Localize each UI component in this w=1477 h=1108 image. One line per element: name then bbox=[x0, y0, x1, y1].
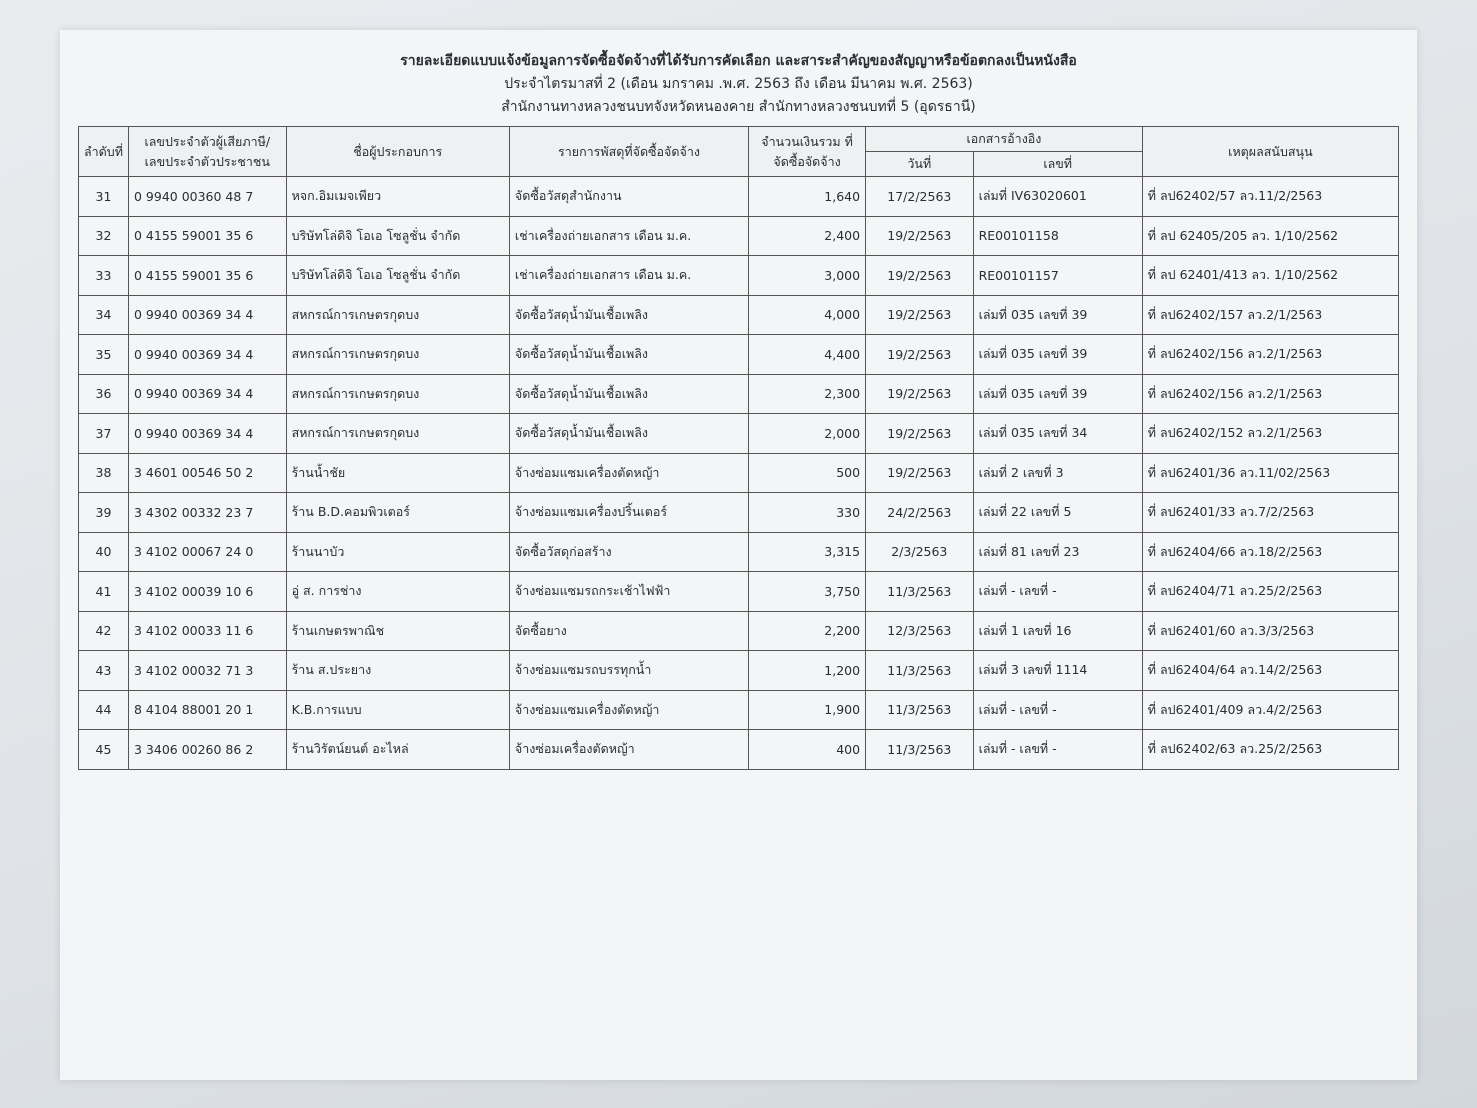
cell-taxid: 3 3406 00260 86 2 bbox=[128, 730, 286, 770]
cell-taxid: 0 9940 00369 34 4 bbox=[128, 335, 286, 375]
cell-reason: ที่ ลป62401/36 ลว.11/02/2563 bbox=[1142, 453, 1398, 493]
cell-number: เล่มที่ 035 เลขที่ 39 bbox=[973, 374, 1142, 414]
cell-number: เล่มที่ 22 เลขที่ 5 bbox=[973, 493, 1142, 533]
cell-vendor: K.B.การแบบ bbox=[286, 690, 509, 730]
col-vendor: ชื่อผู้ประกอบการ bbox=[286, 127, 509, 177]
cell-no: 45 bbox=[79, 730, 129, 770]
table-row bbox=[79, 651, 1399, 691]
cell-number: RE00101158 bbox=[973, 216, 1142, 256]
table-row bbox=[79, 216, 1399, 256]
cell-item: จ้างซ่อมแซมรถบรรทุกน้ำ bbox=[509, 651, 748, 691]
cell-item: จ้างซ่อมแซมเครื่องปริ้นเตอร์ bbox=[509, 493, 748, 533]
cell-reason: ที่ ลป62404/66 ลว.18/2/2563 bbox=[1142, 532, 1398, 572]
cell-no: 42 bbox=[79, 611, 129, 651]
heading-period: ประจำไตรมาสที่ 2 (เดือน มกราคม .พ.ศ. 2563 ถึง เดือน มีนาคม พ.ศ. 2563) bbox=[504, 76, 973, 92]
cell-reason: ที่ ลป62402/157 ลว.2/1/2563 bbox=[1142, 295, 1398, 335]
cell-reason: ที่ ลป62401/60 ลว.3/3/2563 bbox=[1142, 611, 1398, 651]
cell-item: จัดซื้อวัสดุน้ำมันเชื้อเพลิง bbox=[509, 295, 748, 335]
cell-no: 40 bbox=[79, 532, 129, 572]
cell-date: 2/3/2563 bbox=[866, 532, 974, 572]
col-ref-date: วันที่ bbox=[866, 152, 974, 177]
cell-date: 11/3/2563 bbox=[866, 651, 974, 691]
cell-item: จัดซื้อวัสดุน้ำมันเชื้อเพลิง bbox=[509, 374, 748, 414]
cell-taxid: 3 4102 00032 71 3 bbox=[128, 651, 286, 691]
cell-item: จัดซื้อวัสดุสำนักงาน bbox=[509, 177, 748, 217]
cell-taxid: 0 4155 59001 35 6 bbox=[128, 216, 286, 256]
cell-vendor: หจก.อิมเมจเพียว bbox=[286, 177, 509, 217]
cell-reason: ที่ ลป62402/156 ลว.2/1/2563 bbox=[1142, 374, 1398, 414]
cell-reason: ที่ ลป62402/152 ลว.2/1/2563 bbox=[1142, 414, 1398, 454]
cell-no: 34 bbox=[79, 295, 129, 335]
cell-item: จ้างซ่อมแซมรถกระเช้าไฟฟ้า bbox=[509, 572, 748, 612]
col-amount: จำนวนเงินรวม ที่จัดซื้อจัดจ้าง bbox=[749, 127, 866, 177]
cell-no: 35 bbox=[79, 335, 129, 375]
col-item: รายการพัสดุที่จัดซื้อจัดจ้าง bbox=[509, 127, 748, 177]
cell-item: เช่าเครื่องถ่ายเอกสาร เดือน ม.ค. bbox=[509, 216, 748, 256]
cell-taxid: 0 9940 00369 34 4 bbox=[128, 374, 286, 414]
cell-taxid: 0 9940 00369 34 4 bbox=[128, 295, 286, 335]
cell-amount: 3,315 bbox=[749, 532, 866, 572]
cell-date: 19/2/2563 bbox=[866, 256, 974, 296]
cell-item: จ้างซ่อมแซมเครื่องตัดหญ้า bbox=[509, 453, 748, 493]
cell-amount: 2,300 bbox=[749, 374, 866, 414]
cell-number: เล่มที่ 81 เลขที่ 23 bbox=[973, 532, 1142, 572]
cell-amount: 4,000 bbox=[749, 295, 866, 335]
cell-amount: 500 bbox=[749, 453, 866, 493]
cell-reason: ที่ ลป62404/71 ลว.25/2/2563 bbox=[1142, 572, 1398, 612]
cell-reason: ที่ ลป62402/63 ลว.25/2/2563 bbox=[1142, 730, 1398, 770]
cell-vendor: ร้านน้ำชัย bbox=[286, 453, 509, 493]
table-row bbox=[79, 374, 1399, 414]
cell-vendor: สหกรณ์การเกษตรกุดบง bbox=[286, 335, 509, 375]
cell-date: 19/2/2563 bbox=[866, 374, 974, 414]
document-heading bbox=[60, 50, 1417, 119]
cell-no: 41 bbox=[79, 572, 129, 612]
table-row bbox=[79, 532, 1399, 572]
cell-date: 11/3/2563 bbox=[866, 572, 974, 612]
cell-no: 36 bbox=[79, 374, 129, 414]
col-ref-group: เอกสารอ้างอิง bbox=[866, 127, 1143, 152]
cell-taxid: 3 4102 00039 10 6 bbox=[128, 572, 286, 612]
table-row bbox=[79, 177, 1399, 217]
heading-office: สำนักงานทางหลวงชนบทจังหวัดหนองคาย สำนักทางหลวงชนบทที่ 5 (อุดรธานี) bbox=[501, 99, 976, 115]
cell-no: 31 bbox=[79, 177, 129, 217]
cell-taxid: 3 4102 00067 24 0 bbox=[128, 532, 286, 572]
cell-vendor: บริษัทโล่ดิจิ โอเอ โซลูชั่น จำกัด bbox=[286, 256, 509, 296]
cell-item: จัดซื้อวัสดุน้ำมันเชื้อเพลิง bbox=[509, 414, 748, 454]
cell-number: เล่มที่ - เลขที่ - bbox=[973, 690, 1142, 730]
cell-vendor: ร้านเกษตรพาณิช bbox=[286, 611, 509, 651]
table-row bbox=[79, 256, 1399, 296]
cell-no: 37 bbox=[79, 414, 129, 454]
cell-vendor: สหกรณ์การเกษตรกุดบง bbox=[286, 295, 509, 335]
cell-vendor: ร้าน ส.ประยาง bbox=[286, 651, 509, 691]
cell-amount: 2,400 bbox=[749, 216, 866, 256]
cell-amount: 1,640 bbox=[749, 177, 866, 217]
cell-no: 33 bbox=[79, 256, 129, 296]
cell-date: 19/2/2563 bbox=[866, 335, 974, 375]
cell-reason: ที่ ลป62401/409 ลว.4/2/2563 bbox=[1142, 690, 1398, 730]
cell-item: จัดซื้อวัสดุน้ำมันเชื้อเพลิง bbox=[509, 335, 748, 375]
cell-no: 32 bbox=[79, 216, 129, 256]
cell-vendor: ร้านวิรัตน์ยนต์ อะไหล่ bbox=[286, 730, 509, 770]
cell-number: เล่มที่ 1 เลขที่ 16 bbox=[973, 611, 1142, 651]
cell-number: เล่มที่ - เลขที่ - bbox=[973, 730, 1142, 770]
cell-taxid: 3 4302 00332 23 7 bbox=[128, 493, 286, 533]
cell-number: เล่มที่ - เลขที่ - bbox=[973, 572, 1142, 612]
cell-taxid: 3 4102 00033 11 6 bbox=[128, 611, 286, 651]
cell-date: 17/2/2563 bbox=[866, 177, 974, 217]
table-row bbox=[79, 453, 1399, 493]
cell-reason: ที่ ลป62401/33 ลว.7/2/2563 bbox=[1142, 493, 1398, 533]
cell-taxid: 8 4104 88001 20 1 bbox=[128, 690, 286, 730]
cell-date: 19/2/2563 bbox=[866, 216, 974, 256]
col-taxid: เลขประจำตัวผู้เสียภาษี/ เลขประจำตัวประชาชน bbox=[128, 127, 286, 177]
cell-item: เช่าเครื่องถ่ายเอกสาร เดือน ม.ค. bbox=[509, 256, 748, 296]
col-ref-number: เลขที่ bbox=[973, 152, 1142, 177]
cell-number: เล่มที่ 035 เลขที่ 39 bbox=[973, 335, 1142, 375]
cell-amount: 3,750 bbox=[749, 572, 866, 612]
cell-taxid: 0 9940 00360 48 7 bbox=[128, 177, 286, 217]
table-row bbox=[79, 493, 1399, 533]
cell-date: 24/2/2563 bbox=[866, 493, 974, 533]
cell-item: จ้างซ่อมเครื่องตัดหญ้า bbox=[509, 730, 748, 770]
heading-title: รายละเอียดแบบแจ้งข้อมูลการจัดซื้อจัดจ้างที่ได้รับการคัดเลือก และสาระสำคัญของสัญญาหรือข้อตกลงเป็นหนังสือ bbox=[400, 53, 1077, 69]
cell-amount: 330 bbox=[749, 493, 866, 533]
cell-taxid: 3 4601 00546 50 2 bbox=[128, 453, 286, 493]
cell-number: เล่มที่ IV63020601 bbox=[973, 177, 1142, 217]
cell-taxid: 0 4155 59001 35 6 bbox=[128, 256, 286, 296]
cell-no: 44 bbox=[79, 690, 129, 730]
cell-date: 11/3/2563 bbox=[866, 690, 974, 730]
procurement-table bbox=[78, 126, 1399, 770]
cell-no: 43 bbox=[79, 651, 129, 691]
cell-amount: 2,000 bbox=[749, 414, 866, 454]
table-row bbox=[79, 414, 1399, 454]
table-row bbox=[79, 690, 1399, 730]
cell-amount: 400 bbox=[749, 730, 866, 770]
cell-amount: 4,400 bbox=[749, 335, 866, 375]
cell-amount: 3,000 bbox=[749, 256, 866, 296]
cell-number: เล่มที่ 2 เลขที่ 3 bbox=[973, 453, 1142, 493]
cell-vendor: ร้าน B.D.คอมพิวเตอร์ bbox=[286, 493, 509, 533]
cell-date: 19/2/2563 bbox=[866, 414, 974, 454]
table-body bbox=[79, 177, 1399, 770]
cell-amount: 1,900 bbox=[749, 690, 866, 730]
cell-vendor: อู่ ส. การช่าง bbox=[286, 572, 509, 612]
cell-no: 39 bbox=[79, 493, 129, 533]
cell-reason: ที่ ลป 62405/205 ลว. 1/10/2562 bbox=[1142, 216, 1398, 256]
table-row bbox=[79, 335, 1399, 375]
cell-item: จัดซื้อวัสดุก่อสร้าง bbox=[509, 532, 748, 572]
table-row bbox=[79, 611, 1399, 651]
cell-item: จัดซื้อยาง bbox=[509, 611, 748, 651]
cell-amount: 1,200 bbox=[749, 651, 866, 691]
cell-amount: 2,200 bbox=[749, 611, 866, 651]
table-row bbox=[79, 730, 1399, 770]
cell-vendor: ร้านนาบัว bbox=[286, 532, 509, 572]
cell-reason: ที่ ลป62402/57 ลว.11/2/2563 bbox=[1142, 177, 1398, 217]
document-page bbox=[60, 30, 1417, 1080]
cell-reason: ที่ ลป62402/156 ลว.2/1/2563 bbox=[1142, 335, 1398, 375]
cell-vendor: สหกรณ์การเกษตรกุดบง bbox=[286, 374, 509, 414]
cell-reason: ที่ ลป 62401/413 ลว. 1/10/2562 bbox=[1142, 256, 1398, 296]
col-reason: เหตุผลสนับสนุน bbox=[1142, 127, 1398, 177]
cell-date: 19/2/2563 bbox=[866, 453, 974, 493]
cell-number: เล่มที่ 035 เลขที่ 39 bbox=[973, 295, 1142, 335]
cell-vendor: สหกรณ์การเกษตรกุดบง bbox=[286, 414, 509, 454]
cell-number: เล่มที่ 035 เลขที่ 34 bbox=[973, 414, 1142, 454]
table-row bbox=[79, 295, 1399, 335]
cell-number: RE00101157 bbox=[973, 256, 1142, 296]
col-no: ลำดับที่ bbox=[79, 127, 129, 177]
cell-date: 12/3/2563 bbox=[866, 611, 974, 651]
table-row bbox=[79, 572, 1399, 612]
cell-item: จ้างซ่อมแซมเครื่องตัดหญ้า bbox=[509, 690, 748, 730]
cell-taxid: 0 9940 00369 34 4 bbox=[128, 414, 286, 454]
cell-number: เล่มที่ 3 เลขที่ 1114 bbox=[973, 651, 1142, 691]
cell-date: 11/3/2563 bbox=[866, 730, 974, 770]
cell-no: 38 bbox=[79, 453, 129, 493]
cell-reason: ที่ ลป62404/64 ลว.14/2/2563 bbox=[1142, 651, 1398, 691]
cell-vendor: บริษัทโล่ดิจิ โอเอ โซลูชั่น จำกัด bbox=[286, 216, 509, 256]
cell-date: 19/2/2563 bbox=[866, 295, 974, 335]
